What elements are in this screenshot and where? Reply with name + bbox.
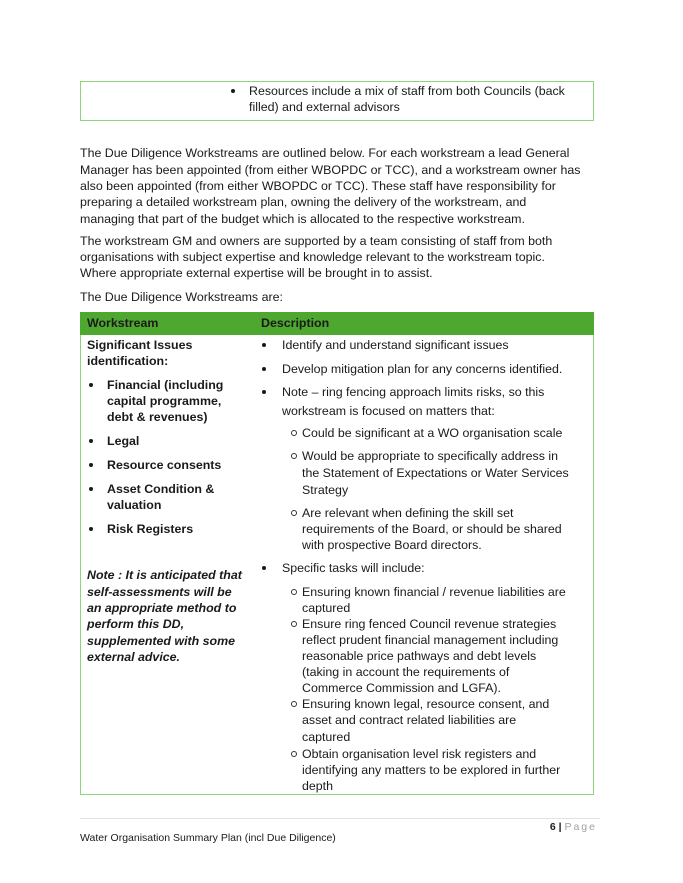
paragraph-line: Manager has been appointed (from either WBOPDC or TCC), and a workstream owner has — [80, 163, 581, 177]
description-bullet: Specific tasks will include: — [282, 561, 425, 575]
column-header-workstream: Workstream — [87, 316, 159, 330]
description-sub-bullet: reflect prudent financial management including — [302, 633, 559, 647]
bullet-icon — [262, 343, 266, 347]
workstream-title: identification: — [87, 354, 169, 368]
bullet-icon — [89, 383, 93, 387]
sub-bullet-icon — [291, 510, 297, 516]
workstream-item: Asset Condition & — [107, 482, 215, 496]
description-sub-bullet: asset and contract related liabilities are — [302, 713, 517, 727]
sub-bullet-icon — [291, 453, 297, 459]
bullet-icon — [89, 439, 93, 443]
paragraph-line: Where appropriate external expertise will be brought in to assist. — [80, 266, 433, 280]
description-sub-bullet: Would be appropriate to specifically address in — [302, 449, 558, 463]
description-sub-bullet: identifying any matters to be explored in further — [302, 763, 561, 777]
bullet-icon — [89, 487, 93, 491]
description-sub-bullet: Ensuring known financial / revenue liabilities are — [302, 585, 566, 599]
description-bullet: Develop mitigation plan for any concerns identified. — [282, 362, 563, 376]
paragraph-line: managing that part of the budget which is allocated to the respective workstream. — [80, 212, 525, 226]
description-sub-bullet: Ensure ring fenced Council revenue strategies — [302, 617, 557, 631]
sub-bullet-icon — [291, 621, 297, 627]
description-sub-bullet: Ensuring known legal, resource consent, and — [302, 697, 550, 711]
workstream-note: perform this DD, — [87, 617, 185, 631]
page-label: Page — [564, 821, 597, 833]
description-sub-bullet: Strategy — [302, 483, 349, 497]
workstream-item: Resource consents — [107, 458, 222, 472]
description-sub-bullet: captured — [302, 601, 351, 615]
bullet-icon — [231, 89, 235, 93]
paragraph-line: The Due Diligence Workstreams are outlined below. For each workstream a lead General — [80, 146, 570, 160]
workstream-note: self-assessments will be — [87, 585, 232, 599]
description-bullet: workstream is focused on matters that: — [282, 404, 495, 418]
callout-text: filled) and external advisors — [249, 100, 400, 114]
page-separator: | — [558, 821, 562, 833]
sub-bullet-icon — [291, 589, 297, 595]
bullet-icon — [262, 390, 266, 394]
description-sub-bullet: Are relevant when defining the skill set — [302, 506, 514, 520]
workstream-title: Significant Issues — [87, 338, 193, 352]
page-number-value: 6 — [549, 821, 556, 833]
paragraph-line: The workstream GM and owners are supported by a team consisting of staff from both — [80, 234, 553, 248]
callout-text: Resources include a mix of staff from both Councils (back — [249, 84, 565, 98]
workstream-note: an appropriate method to — [87, 601, 237, 615]
sub-bullet-icon — [291, 430, 297, 436]
bullet-icon — [262, 566, 266, 570]
sub-bullet-icon — [291, 701, 297, 707]
description-sub-bullet: requirements of the Board, or should be shared — [302, 522, 562, 536]
description-bullet: Note – ring fencing approach limits risks, so this — [282, 385, 545, 399]
description-sub-bullet: the Statement of Expectations or Water Services — [302, 466, 569, 480]
description-bullet: Identify and understand significant issues — [282, 338, 509, 352]
sub-bullet-icon — [291, 751, 297, 757]
bullet-icon — [262, 367, 266, 371]
paragraph-line: also been appointed (from either WBOPDC or TCC). These staff have responsibility for — [80, 179, 556, 193]
workstream-item: valuation — [107, 498, 162, 512]
workstream-item: capital programme, — [107, 394, 222, 408]
footer-document-title: Water Organisation Summary Plan (incl Due Diligence) — [80, 832, 336, 844]
description-sub-bullet: Could be significant at a WO organisation scale — [302, 426, 563, 440]
paragraph-line: organisations with subject expertise and knowledge relevant to the workstream topic. — [80, 250, 545, 264]
description-sub-bullet: Obtain organisation level risk registers and — [302, 747, 537, 761]
description-sub-bullet: reasonable price pathways and debt levels — [302, 649, 537, 663]
page-number — [550, 819, 597, 835]
workstream-item: Legal — [107, 434, 140, 448]
paragraph-line: preparing a detailed workstream plan, owning the delivery of the workstream, and — [80, 195, 527, 209]
workstream-item: Risk Registers — [107, 522, 194, 536]
description-sub-bullet: Commerce Commission and LGFA). — [302, 681, 501, 695]
description-sub-bullet: depth — [302, 779, 334, 793]
workstream-note: external advice. — [87, 650, 180, 664]
column-header-description: Description — [261, 316, 330, 330]
bullet-icon — [89, 527, 93, 531]
description-sub-bullet: with prospective Board directors. — [302, 538, 482, 552]
workstream-note: supplemented with some — [87, 634, 236, 648]
workstream-item: debt & revenues) — [107, 410, 208, 424]
footer-divider — [80, 818, 600, 819]
table-intro: The Due Diligence Workstreams are: — [80, 290, 283, 304]
description-sub-bullet: captured — [302, 730, 351, 744]
workstream-item: Financial (including — [107, 378, 224, 392]
description-sub-bullet: (taking in account the requirements of — [302, 665, 510, 679]
bullet-icon — [89, 463, 93, 467]
workstream-note: Note : It is anticipated that — [87, 568, 242, 582]
